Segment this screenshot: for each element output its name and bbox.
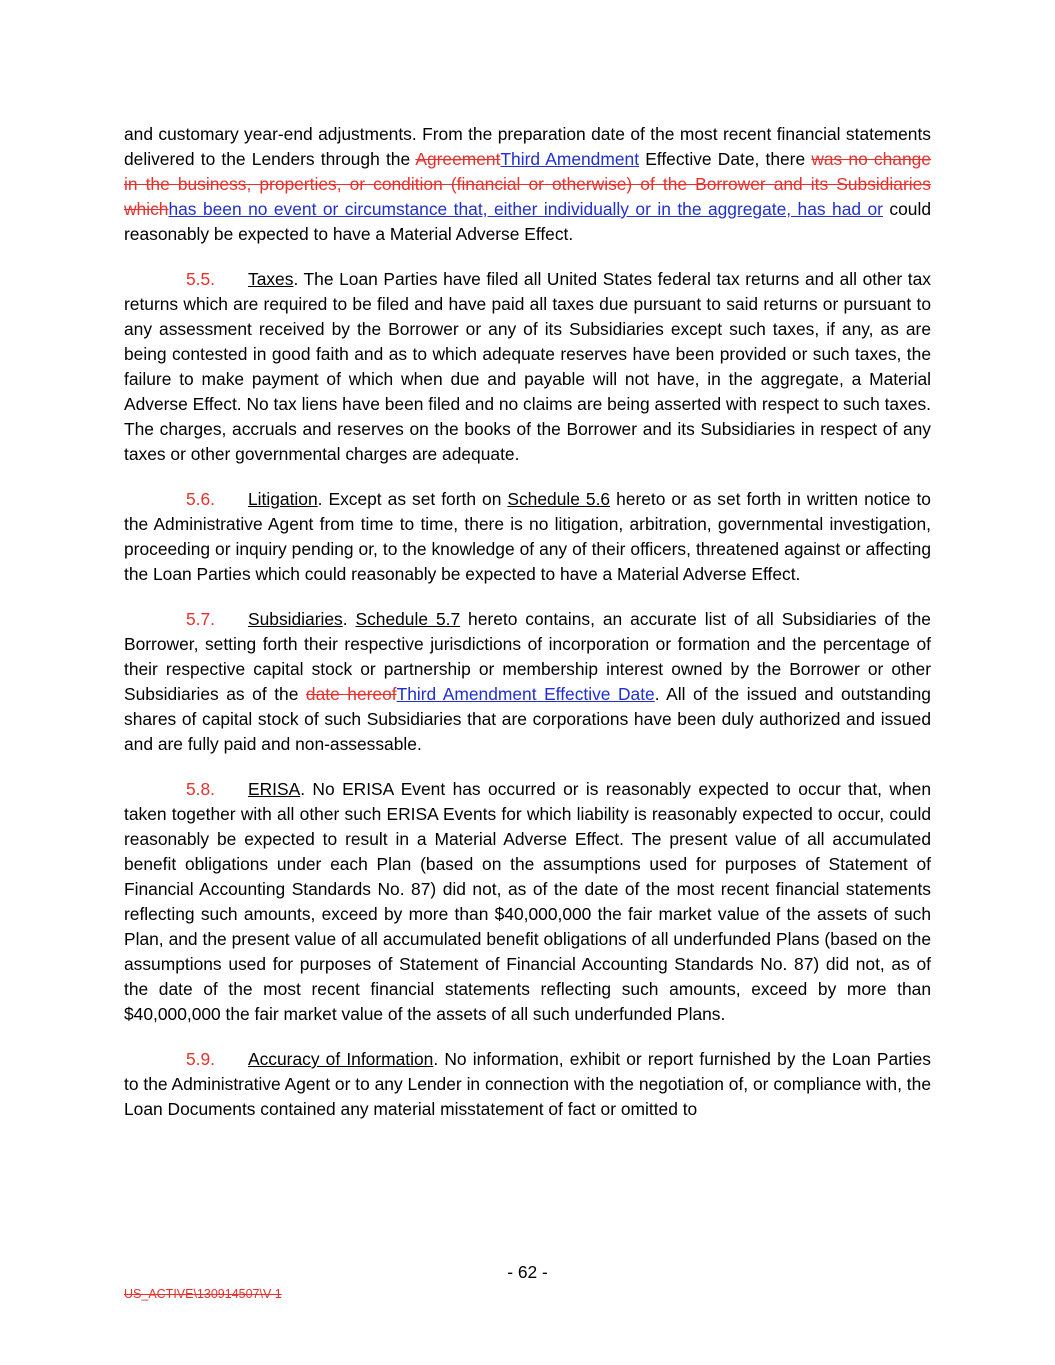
section-5-6: 5.6. Litigation. Except as set forth on Schedule 5.6 hereto or as set forth in written notice to the Administrative Agent from time to time, there is no litigation, arbitration, governmental investigation, proceeding or inquiry pending or, to the knowledge of any of their officers, threatened against or affecting the Loan Parties which could reasonably be expected to have a Material Adverse Effect.: [124, 489, 931, 584]
document-page: [124, 122, 931, 1142]
section-number: 5.6.: [186, 489, 216, 509]
section-5-9: 5.9. Accuracy of Information. No information, exhibit or report furnished by the Loan Parties to the Administrative Agent or to any Lender in connection with the negotiation of, or compliance with, the Loan Documents contained any material misstatement of fact or omitted to: [124, 1049, 931, 1119]
section-heading: Litigation: [248, 489, 318, 509]
page-number: - 62 -: [507, 1262, 548, 1282]
deleted-text: Agreement: [415, 149, 501, 169]
section-5-5: 5.5. Taxes. The Loan Parties have filed all United States federal tax returns and all other tax returns which are required to be filed and have paid all taxes due pursuant to said returns or pursuant to any assessment received by the Borrower or any of its Subsidiaries except such taxes, if any, as are being contested in good faith and as to which adequate reserves have been provided or such taxes, the failure to make payment of which when due and payable will not have, in the aggregate, a Material Adverse Effect. No tax liens have been filed and no claims are being asserted with respect to such taxes. The charges, accruals and reserves on the books of the Borrower and its Subsidiaries in respect of any taxes or other governmental charges are adequate.: [124, 269, 931, 464]
section-5-8: 5.8. ERISA. No ERISA Event has occurred or is reasonably expected to occur that, when taken together with all other such ERISA Events for which liability is reasonably expected to occur, could reasonably be expected to result in a Material Adverse Effect. The present value of all accumulated benefit obligations under each Plan (based on the assumptions used for purposes of Statement of Financial Accounting Standards No. 87) did not, as of the date of the most recent financial statements reflecting such amounts, exceed by more than $40,000,000 the fair market value of the assets of such Plan, and the present value of all accumulated benefit obligations of all underfunded Plans (based on the assumptions used for purposes of Statement of Financial Accounting Standards No. 87) did not, as of the date of the most recent financial statements reflecting such amounts, exceed by more than $40,000,000 the fair market value of the assets of all such underfunded Plans.: [124, 779, 931, 1024]
deleted-text: date hereof: [305, 684, 397, 704]
inserted-text: has been no event or circumstance that, either individually or in the aggregate, has had or: [168, 199, 883, 219]
section-heading: Subsidiaries: [248, 609, 343, 629]
inserted-text: Third Amendment Effective Date: [396, 684, 655, 704]
section-5-7: 5.7. Subsidiaries. Schedule 5.7 hereto contains, an accurate list of all Subsidiaries of the Borrower, setting forth their respective jurisdictions of incorporation or formation and the percentage of their respective capital stock or partnership or membership interest owned by the Borrower or other Subsidiaries as of the date hereofThird Amendment Effective Date. All of the issued and outstanding shares of capital stock of such Subsidiaries that are corporations have been duly authorized and issued and are fully paid and non-assessable.: [124, 609, 931, 754]
section-heading: Accuracy of Information: [248, 1049, 434, 1069]
section-number: 5.9.: [186, 1049, 216, 1069]
section-heading: Taxes: [248, 269, 294, 289]
schedule-reference: Schedule 5.7: [355, 609, 461, 629]
deleted-text: was no change in the business, properties, or condition (financial or otherwise) of the Borrower and its Subsidiaries which: [124, 149, 931, 219]
section-number: 5.5.: [186, 269, 216, 289]
inserted-text: Third Amendment: [500, 149, 640, 169]
section-number: 5.7.: [186, 609, 216, 629]
section-number: 5.8.: [186, 779, 216, 799]
paragraph-continuation: and customary year-end adjustments. From the preparation date of the most recent financial statements delivered to the Lenders through the AgreementThird Amendment Effective Date, there was no change in the business, properties, or condition (financial or otherwise) of the Borrower and its Subsidiaries whichhas been no event or circumstance that, either individually or in the aggregate, has had or could reasonably be expected to have a Material Adverse Effect.: [124, 124, 931, 244]
section-heading: ERISA: [248, 779, 301, 799]
schedule-reference: Schedule 5.6: [507, 489, 611, 509]
document-id: US_ACTIVE\130914507\V-1: [124, 1287, 282, 1301]
